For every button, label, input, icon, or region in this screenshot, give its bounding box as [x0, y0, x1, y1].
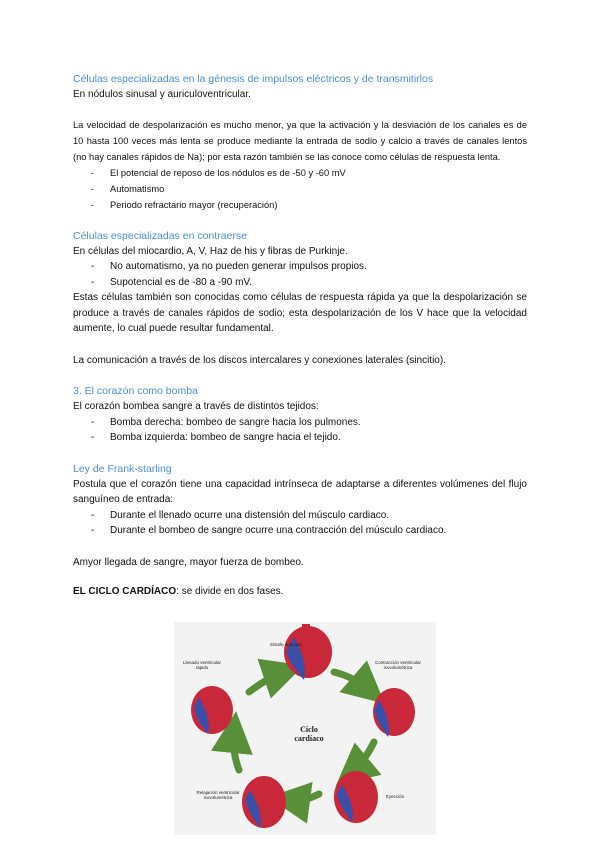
- section4-intro: Postula que el corazón tiene una capacidad intrínseca de adaptarse a diferentes volúmenes del flujo sanguíneo de entrada:: [73, 478, 527, 505]
- figure-title: [274, 725, 344, 743]
- section2-paragraph-2: La comunicación a través de los discos intercalares y conexiones laterales (sincitio).: [73, 354, 446, 366]
- label-right-top: Contracción ventricular isovolumétrica: [374, 660, 422, 670]
- label-bottom-right: Eyección: [385, 794, 405, 799]
- list-item: - Durante el llenado ocurre una distensión del músculo cardiaco.: [73, 508, 527, 524]
- section4-bullet-list: [73, 508, 527, 539]
- section2-bullet-list: [73, 259, 527, 290]
- section5-line: [73, 584, 527, 600]
- list-item: - Supotencial es de -80 a -90 mV.: [73, 275, 527, 291]
- label-top: Sístole auricular: [269, 642, 303, 647]
- section1-paragraph: La velocidad de despolarización es mucho menor, ya que la activación y la desviación de los canales es de 10 hasta 100 veces más lenta se produce mediante la entrada de sodio y calcio a través de canales lentos (no hay canales rápidos de Na); por esta razón también se las conoce como células de respuesta lenta.: [73, 119, 527, 162]
- document-page: [73, 72, 527, 600]
- heart-bottom-left: [242, 776, 286, 828]
- figure-title-line-1: Ciclo: [300, 725, 318, 734]
- list-item: - Durante el bombeo de sangre ocurre una contracción del músculo cardiaco.: [73, 523, 527, 539]
- heart-bottom-right: [334, 771, 378, 823]
- label-bottom-left: Relajación ventricular isovolumétrica: [196, 790, 240, 800]
- section4-heading: Ley de Frank-starling: [73, 462, 172, 475]
- heart-left: [191, 686, 233, 734]
- section1-intro: En nódulos sinusal y auriculoventricular.: [73, 89, 251, 100]
- heart-top: [284, 624, 332, 680]
- section1-heading: Células especializadas en la génesis de impulsos eléctricos y de transmitirlos: [73, 73, 434, 85]
- section2-intro: En células del miocardio, A, V, Haz de his y fibras de Purkinje.: [73, 245, 348, 257]
- section2-heading: Células especializadas en contraerse: [73, 229, 247, 242]
- list-item: - Automatismo: [73, 181, 527, 197]
- section3-intro: El corazón bombea sangre a través de distintos tejidos:: [73, 401, 319, 412]
- section4-paragraph: Amyor llegada de sangre, mayor fuerza de bombeo.: [73, 556, 304, 568]
- label-left-top: Llenado ventricular rápido: [182, 660, 222, 670]
- cardiac-cycle-figure: [174, 622, 436, 835]
- heart-right: [373, 688, 415, 737]
- section5-rest: : se divide en dos fases.: [176, 586, 284, 597]
- list-item: - Bomba izquierda: bombeo de sangre hacia el tejido.: [73, 430, 527, 446]
- list-item: - No automatismo, ya no pueden generar impulsos propios.: [73, 259, 527, 275]
- section1-bullet-list: [73, 165, 527, 213]
- section2-paragraph: Estas células también son conocidas como células de respuesta rápida ya que la despolarización se produce a través de canales rápidos de sodio; esta despolarización de los V hace que la velocidad aumente, lo cual puede resultar fundamental.: [73, 292, 527, 334]
- section3-heading: 3. El corazón como bomba: [73, 385, 198, 397]
- section5-caps: EL CICLO CARDÍACO: [73, 586, 177, 597]
- figure-title-line-2: cardíaco: [294, 734, 324, 743]
- list-item: - Bomba derecha: bombeo de sangre hacia los pulmones.: [73, 415, 527, 431]
- list-item: - Periodo refractario mayor (recuperación): [73, 197, 527, 213]
- section3-bullet-list: [73, 415, 527, 446]
- list-item: - El potencial de reposo de los nódulos es de -50 y -60 mV: [73, 165, 527, 181]
